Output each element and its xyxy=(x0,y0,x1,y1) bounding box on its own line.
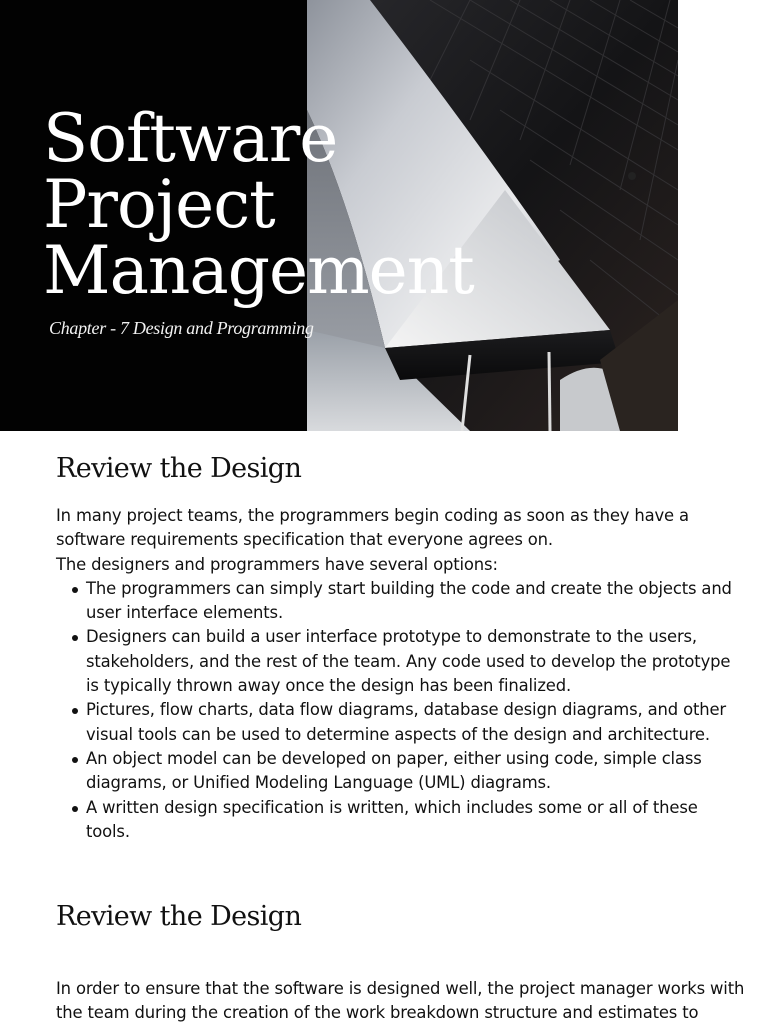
cover-title-line-1: Software xyxy=(43,100,338,177)
list-item: A written design specification is written, which includes some or all of these tools. xyxy=(86,796,746,845)
cover-title-line-3: Management xyxy=(43,232,474,309)
section-heading: Review the Design xyxy=(56,901,302,932)
options-lead: The designers and programmers have several options: xyxy=(56,554,498,574)
cover-title xyxy=(43,100,474,309)
section-body xyxy=(56,504,746,844)
list-item: Designers can build a user interface prototype to demonstrate to the users, stakeholders, and the rest of the team. Any code used to develop the prototype is typically thrown away once the design has been finalized. xyxy=(86,625,746,698)
cover-subtitle: Chapter - 7 Design and Programming xyxy=(49,318,314,338)
list-item: Pictures, flow charts, data flow diagrams, database design diagrams, and other visual tools can be used to determine aspects of the design and architecture. xyxy=(86,698,746,747)
intro-paragraph: In many project teams, the programmers begin coding as soon as they have a software requirements specification that everyone agrees on. xyxy=(56,506,689,550)
cover-title-line-2: Project xyxy=(43,166,275,243)
options-list xyxy=(56,577,746,844)
section-heading: Review the Design xyxy=(56,453,302,484)
cover-banner xyxy=(0,0,678,431)
list-item: An object model can be developed on paper, either using code, simple class diagrams, or Unified Modeling Language (UML) diagrams. xyxy=(86,747,746,796)
list-item: The programmers can simply start building the code and create the objects and user interface elements. xyxy=(86,577,746,626)
section2-paragraph: In order to ensure that the software is designed well, the project manager works with the team during the creation of the work breakdown structure and estimates to xyxy=(56,979,745,1023)
